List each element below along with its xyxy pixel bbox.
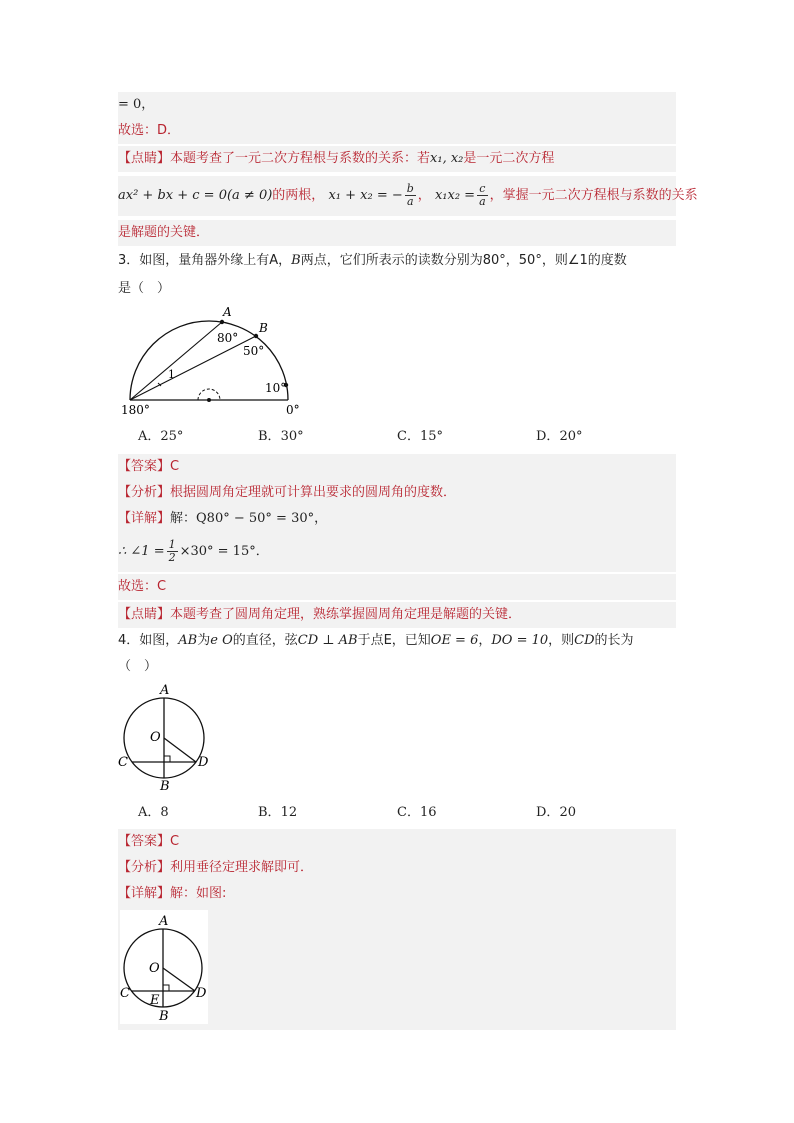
q3-answer-label: 【答案】 [118, 459, 171, 474]
q4-analysis-label: 【分析】 [118, 860, 171, 875]
q4-stem-CD: CD ⊥ AB [297, 633, 358, 648]
point-A [220, 320, 224, 324]
q3-stem-line-2 [118, 276, 676, 302]
fig3-label-1: 1 [168, 368, 175, 381]
q3-stem-3: 是（ ） [118, 281, 171, 296]
q4-stem-circle: e O [210, 633, 233, 648]
q4-stem-AB: AB [178, 633, 198, 648]
q4-stem-8: （ ） [118, 659, 158, 674]
prev-note-text-3: 的两根， [272, 188, 325, 203]
line-to-B [130, 336, 256, 400]
q4-choice-d[interactable] [536, 802, 576, 824]
prev-note-line-1 [118, 146, 676, 172]
fig5-label-E: E [150, 993, 160, 1008]
q3-note-line [118, 602, 676, 628]
right-angle-mark [164, 756, 170, 762]
fig4-label-C: C [118, 755, 128, 770]
q3-stem-2: 两点，它们所表示的读数分别为80°，50°，则∠1的度数 [300, 253, 627, 268]
prev-note-text-4: ，掌握一元二次方程根与系数的关系 [489, 188, 698, 203]
q3-answer-line [118, 454, 676, 480]
prev-note-line-3 [118, 220, 676, 246]
q3-choice-d[interactable] [536, 426, 582, 448]
q4-stem-line-1 [118, 628, 676, 654]
q4-stem-5: ， [478, 633, 492, 648]
q4-stem-4: 于点E，已知 [357, 633, 431, 648]
prev-note-text-1: 本题考查了一元二次方程根与系数的关系：若 [170, 151, 431, 166]
frac-numerator: b [406, 182, 414, 195]
choice-letter: A． [138, 805, 161, 820]
q4-choice-c[interactable] [397, 802, 437, 824]
fig3-label-A: A [223, 305, 232, 319]
q4-stem-1: 4．如图， [118, 633, 179, 648]
prev-note-label: 【点睛】 [118, 151, 171, 166]
frac-denominator: a [479, 195, 486, 208]
prev-note-comma: ， [417, 188, 431, 203]
choice-text: 20 [559, 805, 576, 820]
q3-stem-line-1 [118, 248, 676, 274]
q3-note: 本题考查了圆周角定理，熟练掌握圆周角定理是解题的关键． [170, 607, 522, 622]
fig3-label-180: 180° [121, 403, 150, 417]
fig5-label-B: B [159, 1009, 169, 1024]
q4-analysis: 利用垂径定理求解即可． [170, 860, 314, 875]
protractor-figure [110, 300, 310, 418]
radius-od [163, 968, 195, 991]
fig3-label-B: B [259, 321, 268, 335]
q4-stem-6: ，则 [548, 633, 575, 648]
frac-numerator: c [477, 183, 488, 196]
fig3-label-50: 50° [243, 344, 265, 358]
q3-choices [138, 426, 658, 448]
fig4-label-D: D [198, 755, 209, 770]
q4-analysis-line [118, 855, 676, 881]
fig5-label-C: C [120, 986, 130, 1001]
fig4-label-A: A [160, 683, 170, 698]
q4-choices [138, 802, 658, 824]
circle-figure-1 [116, 682, 226, 794]
q4-detail-label: 【详解】 [118, 886, 171, 901]
q3-choice-c[interactable] [397, 426, 443, 448]
choice-text: 16 [419, 805, 437, 820]
q3-stem-1: 3．如图，量角器外缘上有A， [118, 253, 292, 268]
choice-text: 15° [419, 429, 443, 444]
q3-detail-line [118, 506, 676, 532]
choice-letter: C． [397, 805, 420, 820]
prev-choose-line [118, 118, 676, 144]
q4-detail: 解：如图: [170, 886, 227, 901]
q3-detail-line-2 [118, 532, 676, 572]
q4-stem-CD2: CD [574, 633, 595, 648]
q3-choose: 故选：C [118, 579, 167, 594]
prev-note-equation: ax² + bx + c = 0(a ≠ 0) [118, 188, 273, 203]
right-angle-mark [163, 985, 169, 991]
fig5-label-A: A [159, 914, 169, 929]
q4-answer-line [118, 829, 676, 855]
q3-note-label: 【点睛】 [118, 607, 171, 622]
q3-answer: C [170, 459, 180, 474]
fig5-label-D: D [196, 986, 207, 1001]
radius-od [164, 738, 196, 762]
q3-detail-1: 解：Q80° − 50° = 30°， [170, 511, 328, 526]
q4-stem-7: 的长为 [594, 633, 634, 648]
fig3-label-0: 0° [286, 403, 300, 417]
q4-choice-b[interactable] [258, 802, 297, 824]
fig3-label-10: 10° [265, 381, 287, 395]
q4-answer: C [170, 834, 180, 849]
q4-answer-label: 【答案】 [118, 834, 171, 849]
q4-figure-area [118, 907, 676, 1030]
prev-note-line-2 [118, 176, 698, 216]
prev-note-prod: x₁x₂ = [434, 188, 476, 203]
q3-choice-b[interactable] [258, 426, 304, 448]
choice-text: 30° [280, 429, 304, 444]
choice-text: 8 [160, 805, 169, 820]
frac-numerator: 1 [168, 538, 176, 551]
circle-figure-2 [120, 910, 208, 1024]
prev-note-text-5: 是解题的关键． [118, 225, 210, 240]
choice-text: 20° [559, 429, 583, 444]
prev-choose-text: 故选：D． [118, 123, 181, 138]
q4-stem-line-2 [118, 654, 676, 680]
q3-detail-frac [167, 539, 178, 564]
frac-denominator: a [406, 195, 414, 208]
q3-analysis-line [118, 480, 676, 506]
q3-detail-2a: ∴ ∠1 = [118, 544, 165, 559]
q3-stem-B: B [291, 253, 301, 268]
eq-zero-text: = 0， [118, 97, 155, 112]
fig3-label-80: 80° [217, 331, 239, 345]
q3-detail-label: 【详解】 [118, 511, 171, 526]
choice-text: 12 [280, 805, 298, 820]
prev-note-prod-frac [477, 183, 488, 208]
q4-stem-DO: DO = 10 [491, 633, 549, 648]
q3-detail-2b: ×30° = 15°． [179, 544, 269, 559]
q4-stem-3: 的直径，弦 [232, 633, 298, 648]
prev-note-roots: x₁, x₂ [430, 151, 464, 166]
choice-letter: B． [258, 429, 281, 444]
choice-letter: B． [258, 805, 281, 820]
q4-choice-a[interactable] [138, 802, 169, 824]
choice-text: 25° [160, 429, 184, 444]
q4-stem-2: 为 [197, 633, 211, 648]
point-center [207, 398, 211, 402]
q4-stem-OE: OE = 6 [430, 633, 479, 648]
eq-zero-line [118, 92, 676, 118]
q3-choice-a[interactable] [138, 426, 183, 448]
choice-letter: D． [536, 805, 560, 820]
q3-choose-line [118, 574, 676, 600]
choice-letter: C． [397, 429, 420, 444]
choice-letter: A． [138, 429, 161, 444]
choice-letter: D． [536, 429, 560, 444]
prev-note-text-2: 是一元二次方程 [463, 151, 555, 166]
line-to-A [130, 322, 222, 400]
q3-analysis: 根据圆周角定理就可计算出要求的圆周角的度数． [170, 485, 457, 500]
prev-note-sum: x₁ + x₂ = − [328, 188, 403, 203]
frac-denominator: 2 [168, 551, 176, 564]
fig4-label-B: B [160, 779, 170, 794]
q3-analysis-label: 【分析】 [118, 485, 171, 500]
fig5-label-O: O [149, 961, 160, 976]
q4-detail-line [118, 881, 676, 907]
point-B [254, 334, 258, 338]
fig4-label-O: O [150, 730, 161, 745]
prev-note-sum-frac [405, 183, 416, 208]
